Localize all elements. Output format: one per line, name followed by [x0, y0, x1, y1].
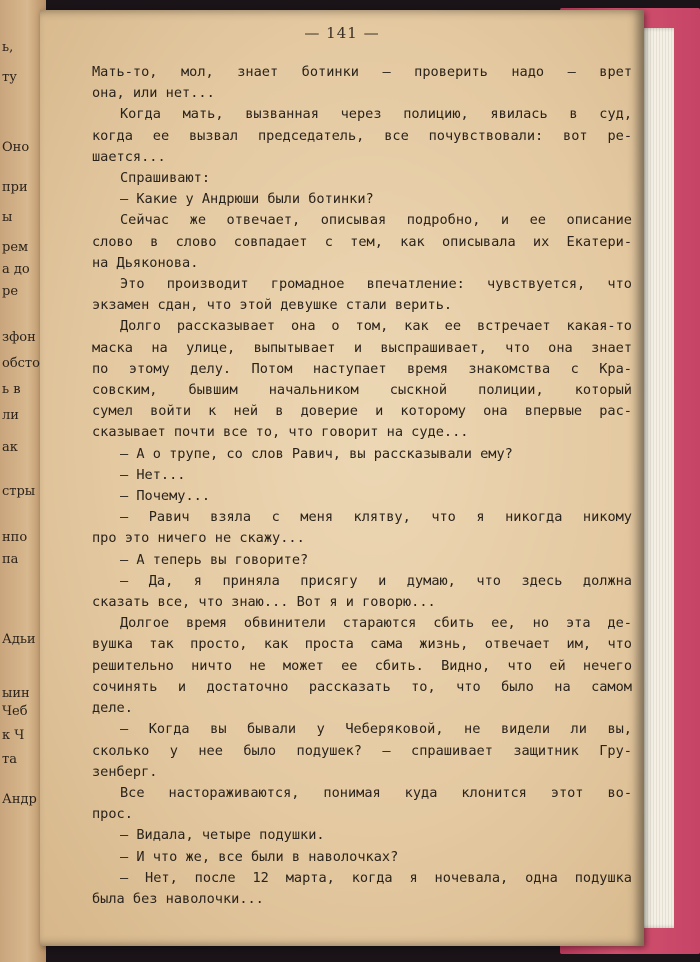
opposite-page-fragment: нпо: [2, 530, 28, 545]
text-line: на Дьяконова.: [92, 254, 199, 271]
text-line: — А теперь вы говорите?: [120, 551, 309, 568]
text-line: — Нет...: [120, 466, 186, 483]
text-line: зенберг.: [92, 763, 158, 780]
text-line: шается...: [92, 148, 166, 165]
text-line: — Нет, после 12 марта, когда я ночевала, одна подушка: [120, 869, 632, 886]
opposite-page-fragment: ы: [2, 210, 13, 225]
text-line: — Равич взяла с меня клятву, что я никогда никому: [120, 509, 632, 526]
text-line: она, или нет...: [92, 85, 215, 102]
page-text: [92, 62, 632, 910]
opposite-page-fragment: Андр: [2, 792, 37, 807]
text-line: решительно ничто не может ее сбить. Видно, что ей нечего: [92, 657, 632, 674]
text-line: — И что же, все были в наволочках?: [120, 848, 399, 865]
opposite-page-fragment: ре: [2, 284, 19, 299]
text-line: Все настораживаются, понимая куда клонится этот во-: [120, 784, 632, 801]
text-line: сказывает почти все то, что говорит на суде...: [92, 424, 469, 441]
text-line: маска на улице, выпытывает и выспрашивает, что она знает: [92, 339, 632, 356]
text-line: — Почему...: [120, 488, 211, 505]
text-line: Долгое время обвинители стараются сбить ее, но эта де-: [120, 615, 632, 632]
opposite-page-fragment: та: [2, 752, 17, 767]
opposite-page-fragment: зфон: [2, 330, 36, 345]
text-line: сказать все, что знаю... Вот я и говорю...: [92, 594, 436, 611]
text-line: была без наволочки...: [92, 890, 264, 907]
text-line: по этому делу. Потом наступает время знакомства с Кра-: [92, 360, 632, 377]
opposite-page-fragment: ь,: [2, 40, 14, 55]
text-line: Это производит громадное впечатление: чувствуется, что: [120, 276, 632, 293]
opposite-page-fragment: рем: [2, 240, 29, 255]
opposite-page-fragment: к Ч: [2, 728, 25, 743]
text-line: когда ее вызвал председатель, все почувствовали: вот ре-: [92, 127, 632, 144]
text-line: Мать-то, мол, знает ботинки — проверить надо — врет: [92, 64, 632, 80]
text-line: Долго рассказывает она о том, как ее встречает какая-то: [120, 318, 632, 335]
text-line: деле.: [92, 700, 133, 717]
page-number: — 141 —: [304, 24, 380, 42]
text-line: прос.: [92, 806, 133, 823]
text-line: экзамен сдан, что этой девушке стали верить.: [92, 297, 453, 314]
text-line: сочинять и достаточно рассказать то, что было на самом: [92, 678, 632, 695]
text-line: сколько у нее было подушек? — спрашивает защитник Гру-: [92, 742, 632, 759]
text-line: Спрашивают:: [120, 170, 211, 187]
book-page: [40, 10, 644, 946]
text-line: Сейчас же отвечает, описывая подробно, и ее описание: [120, 212, 632, 229]
opposite-page-fragment: ыин: [2, 686, 30, 701]
opposite-page-fragment: па: [2, 552, 19, 567]
opposite-page-fragment: ак: [2, 440, 18, 455]
text-line: совским, бывшим начальником сыскной полиции, который: [92, 382, 632, 399]
opposite-page-fragment: а до: [2, 262, 30, 277]
text-line: сумел войти к ней в доверие и которому она впервые рас-: [92, 403, 632, 420]
text-line: — Когда вы бывали у Чеберяковой, не видели ли вы,: [120, 721, 632, 738]
opposite-page-fragment: Адьи: [2, 632, 36, 647]
opposite-page-fragment: ли: [2, 408, 19, 423]
text-line: — Какие у Андрюши были ботинки?: [120, 191, 374, 208]
text-line: вушка так просто, как проста сама жизнь, отвечает им, что: [92, 636, 632, 653]
text-line: слово в слово совпадает с тем, как описывала их Екатери-: [92, 233, 632, 250]
opposite-page-fragment: обсто: [2, 356, 40, 371]
opposite-page-fragment: ту: [2, 70, 17, 85]
opposite-page-fragment: ь в: [2, 382, 21, 397]
text-line: Когда мать, вызванная через полицию, явилась в суд,: [120, 106, 632, 123]
text-line: — Да, я приняла присягу и думаю, что здесь должна: [120, 572, 632, 589]
opposite-page-fragment: Чеб: [2, 704, 28, 719]
opposite-page-fragment: Оно: [2, 140, 30, 155]
opposite-page-fragment: стры: [2, 484, 36, 499]
opposite-page-fragment: при: [2, 180, 28, 195]
text-line: — А о трупе, со слов Равич, вы рассказывали ему?: [120, 445, 513, 462]
text-line: про это ничего не скажу...: [92, 530, 305, 547]
text-line: — Видала, четыре подушки.: [120, 827, 325, 844]
